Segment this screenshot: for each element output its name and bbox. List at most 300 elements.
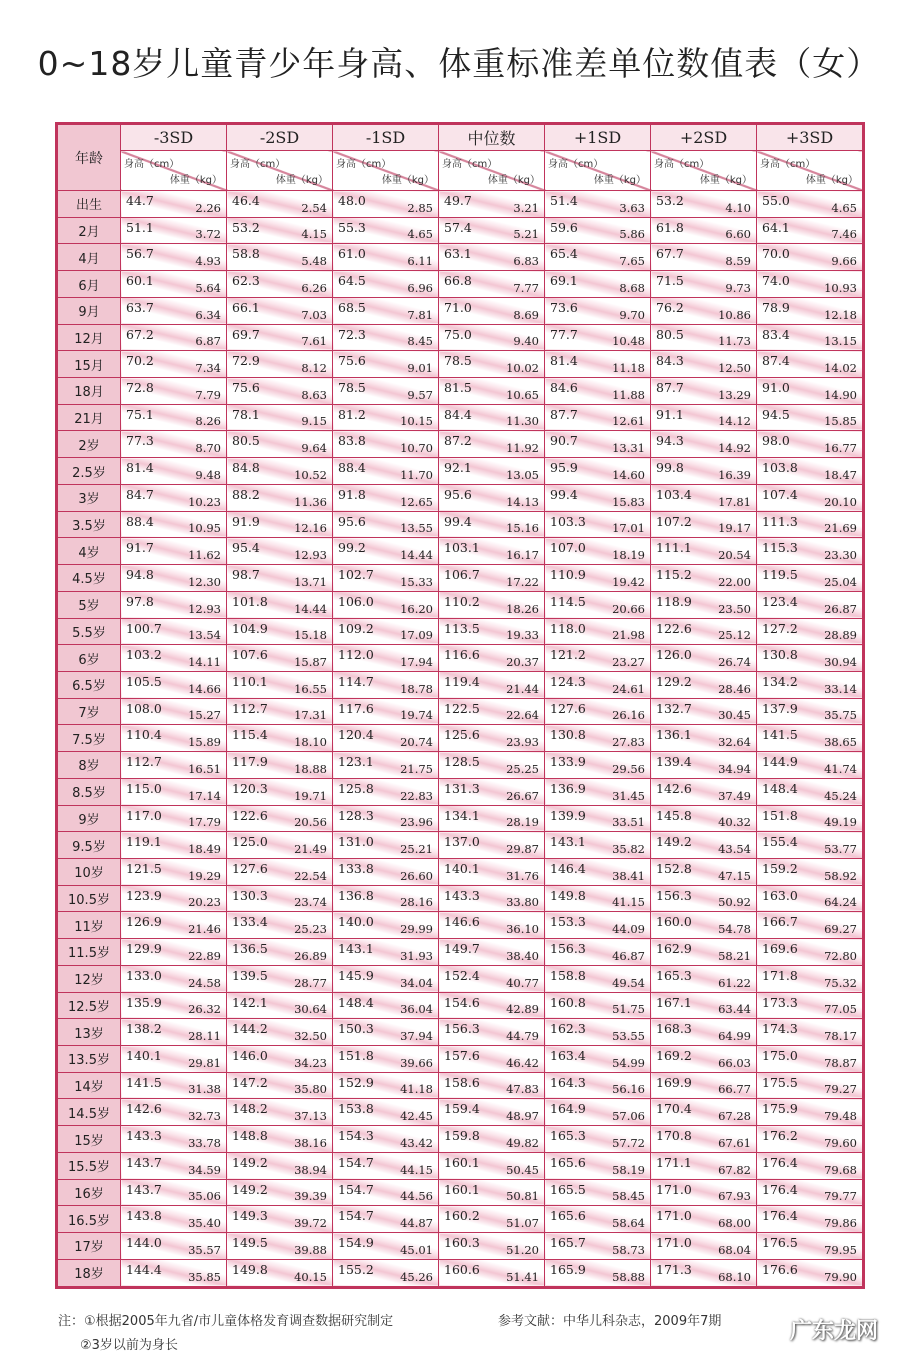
weight-value: 23.27 [612, 654, 645, 669]
weight-value: 33.80 [506, 895, 539, 910]
height-value: 84.4 [444, 406, 472, 422]
value-cell [227, 1233, 333, 1260]
height-value: 140.1 [126, 1048, 162, 1063]
value-cell [121, 297, 227, 324]
height-value: 61.8 [656, 219, 684, 235]
age-cell: 11.5岁 [58, 939, 121, 966]
weight-value: 14.60 [612, 467, 645, 482]
weight-value: 38.40 [506, 948, 539, 963]
value-cell [439, 965, 545, 992]
height-value: 103.3 [550, 513, 586, 529]
height-value: 171.8 [762, 967, 798, 983]
value-cell [333, 752, 439, 779]
weight-unit-label: 体重（kg） [487, 175, 540, 186]
weight-value: 17.81 [718, 494, 751, 509]
weight-value: 25.04 [824, 574, 857, 589]
height-value: 142.6 [126, 1101, 162, 1117]
weight-value: 28.77 [294, 975, 327, 990]
weight-value: 22.00 [718, 574, 751, 589]
height-value: 95.6 [338, 513, 366, 529]
height-value: 118.0 [550, 620, 586, 636]
height-value: 169.9 [656, 1074, 692, 1090]
height-value: 105.5 [126, 673, 162, 689]
value-cell [121, 1179, 227, 1206]
height-value: 128.3 [338, 807, 374, 823]
value-cell [545, 618, 651, 645]
weight-value: 11.92 [506, 441, 539, 456]
value-cell [121, 484, 227, 511]
value-cell [439, 244, 545, 271]
table-row [58, 992, 863, 1019]
value-cell [757, 324, 863, 351]
height-value: 100.7 [126, 620, 162, 636]
height-value: 53.2 [232, 219, 260, 235]
weight-unit-label: 体重（kg） [169, 175, 222, 186]
value-cell [121, 1259, 227, 1286]
height-value: 94.3 [656, 433, 684, 449]
weight-value: 14.13 [506, 494, 539, 509]
value-cell [227, 778, 333, 805]
weight-value: 15.85 [824, 414, 857, 429]
height-value: 163.4 [550, 1048, 586, 1063]
table-row [58, 538, 863, 565]
table-row [58, 965, 863, 992]
value-cell [121, 1019, 227, 1046]
weight-value: 18.19 [612, 548, 645, 563]
weight-value: 13.05 [506, 467, 539, 482]
height-value: 67.2 [126, 326, 154, 342]
height-unit-label: 身高（cm） [230, 159, 286, 170]
value-cell [651, 565, 757, 592]
height-value: 91.9 [232, 513, 260, 529]
table-row [58, 565, 863, 592]
age-cell: 12月 [58, 324, 121, 351]
height-value: 75.0 [444, 326, 472, 342]
height-value: 99.8 [656, 460, 684, 476]
value-cell [651, 858, 757, 885]
value-cell [651, 698, 757, 725]
height-value: 101.8 [232, 593, 268, 609]
height-value: 116.6 [444, 647, 480, 663]
value-cell [757, 431, 863, 458]
value-cell [757, 378, 863, 405]
height-value: 171.0 [656, 1181, 692, 1197]
table-row [58, 1152, 863, 1179]
weight-value: 28.19 [506, 815, 539, 830]
weight-value: 38.65 [824, 735, 857, 750]
value-cell [545, 378, 651, 405]
height-value: 55.0 [762, 193, 790, 208]
height-value: 76.2 [656, 299, 684, 315]
value-cell [121, 858, 227, 885]
weight-value: 17.14 [188, 788, 221, 803]
height-value: 120.3 [232, 780, 268, 796]
value-cell [333, 458, 439, 485]
value-cell [651, 484, 757, 511]
weight-value: 21.44 [506, 681, 539, 696]
height-value: 99.4 [550, 486, 578, 502]
weight-value: 31.45 [612, 788, 645, 803]
weight-value: 58.45 [612, 1189, 645, 1204]
weight-value: 32.73 [188, 1109, 221, 1124]
weight-value: 12.16 [294, 521, 327, 536]
height-value: 133.4 [232, 914, 268, 930]
height-value: 136.5 [232, 941, 268, 957]
age-cell: 8岁 [58, 752, 121, 779]
weight-value: 30.64 [294, 1002, 327, 1017]
table-row [58, 1206, 863, 1233]
height-value: 176.4 [762, 1154, 798, 1170]
weight-value: 9.40 [513, 334, 539, 349]
value-cell [545, 1019, 651, 1046]
height-value: 71.0 [444, 299, 472, 315]
table-row [58, 217, 863, 244]
value-cell [121, 565, 227, 592]
value-cell [121, 645, 227, 672]
table-row [58, 484, 863, 511]
value-cell [333, 939, 439, 966]
value-cell [651, 378, 757, 405]
weight-value: 16.77 [824, 441, 857, 456]
height-value: 81.4 [126, 460, 154, 476]
weight-value: 67.82 [718, 1162, 751, 1177]
weight-value: 23.50 [718, 601, 751, 616]
height-value: 171.0 [656, 1235, 692, 1251]
height-value: 117.0 [126, 807, 162, 823]
height-value: 118.9 [656, 593, 692, 609]
table-row [58, 832, 863, 859]
weight-value: 79.48 [824, 1109, 857, 1124]
weight-value: 17.31 [294, 708, 327, 723]
height-value: 142.6 [656, 780, 692, 796]
height-value: 165.3 [550, 1128, 586, 1144]
weight-value: 34.59 [188, 1162, 221, 1177]
weight-value: 68.00 [718, 1216, 751, 1231]
value-cell [757, 912, 863, 939]
weight-value: 63.44 [718, 1002, 751, 1017]
value-cell [545, 1126, 651, 1153]
age-column-header: 年龄 [58, 125, 121, 191]
value-cell [227, 351, 333, 378]
value-cell [757, 591, 863, 618]
height-value: 122.5 [444, 700, 480, 716]
value-cell [757, 618, 863, 645]
height-value: 122.6 [656, 620, 692, 636]
weight-value: 11.70 [400, 467, 433, 482]
weight-value: 9.48 [195, 467, 221, 482]
value-cell [651, 404, 757, 431]
weight-value: 8.68 [619, 280, 645, 295]
value-cell [227, 244, 333, 271]
height-value: 165.9 [550, 1261, 586, 1277]
weight-value: 37.94 [400, 1029, 433, 1043]
weight-value: 79.95 [824, 1242, 857, 1257]
weight-value: 34.23 [294, 1055, 327, 1070]
height-value: 49.7 [444, 193, 472, 208]
height-value: 159.8 [444, 1128, 480, 1144]
height-value: 97.8 [126, 593, 154, 609]
weight-value: 11.18 [612, 361, 645, 376]
height-value: 107.0 [550, 540, 586, 556]
height-value: 74.0 [762, 273, 790, 289]
height-value: 130.8 [550, 727, 586, 743]
value-cell [757, 1099, 863, 1126]
height-value: 169.2 [656, 1048, 692, 1063]
height-value: 143.8 [126, 1208, 162, 1224]
value-cell [757, 1179, 863, 1206]
unit-header-row [58, 151, 863, 191]
weight-value: 38.94 [294, 1162, 327, 1177]
height-value: 95.4 [232, 540, 260, 556]
weight-value: 41.18 [400, 1082, 433, 1097]
weight-value: 47.83 [506, 1082, 539, 1097]
weight-value: 8.26 [195, 414, 221, 429]
height-unit-label: 身高（cm） [654, 159, 710, 170]
weight-value: 35.40 [188, 1216, 221, 1231]
weight-value: 12.93 [294, 548, 327, 563]
value-cell [439, 725, 545, 752]
table-body [58, 191, 863, 1287]
weight-value: 20.54 [718, 548, 751, 563]
height-value: 154.9 [338, 1235, 374, 1251]
unit-header-cell [439, 151, 545, 191]
weight-value: 10.48 [612, 334, 645, 349]
weight-value: 26.32 [188, 1002, 221, 1017]
value-cell [651, 244, 757, 271]
value-cell [651, 351, 757, 378]
height-value: 98.7 [232, 567, 260, 583]
table-row [58, 885, 863, 912]
weight-value: 15.87 [294, 654, 327, 669]
value-cell [121, 1126, 227, 1153]
age-cell: 6.5岁 [58, 671, 121, 698]
weight-value: 30.94 [824, 654, 857, 669]
value-cell [121, 912, 227, 939]
height-unit-label: 身高（cm） [760, 159, 816, 170]
value-cell [439, 1126, 545, 1153]
weight-value: 7.79 [195, 387, 221, 402]
height-value: 70.2 [126, 353, 154, 369]
weight-value: 35.82 [612, 841, 645, 856]
height-value: 91.1 [656, 406, 684, 422]
weight-value: 16.51 [188, 761, 221, 776]
height-unit-label: 身高（cm） [548, 159, 604, 170]
height-value: 130.8 [762, 647, 798, 663]
weight-value: 5.48 [301, 254, 327, 269]
weight-value: 44.87 [400, 1216, 433, 1231]
height-value: 88.4 [338, 460, 366, 476]
weight-value: 41.15 [612, 895, 645, 910]
height-value: 148.2 [232, 1101, 268, 1117]
unit-header-cell [121, 151, 227, 191]
value-cell [227, 645, 333, 672]
weight-value: 28.16 [400, 895, 433, 910]
weight-value: 13.29 [718, 387, 751, 402]
weight-value: 19.29 [188, 868, 221, 883]
value-cell [333, 671, 439, 698]
value-cell [545, 324, 651, 351]
height-value: 125.6 [444, 727, 480, 743]
value-cell [227, 1152, 333, 1179]
height-value: 133.9 [550, 754, 586, 770]
value-cell [333, 858, 439, 885]
height-value: 121.2 [550, 647, 586, 663]
value-cell [121, 671, 227, 698]
weight-value: 22.54 [294, 868, 327, 883]
value-cell [439, 511, 545, 538]
value-cell [439, 271, 545, 298]
weight-value: 45.01 [400, 1242, 433, 1257]
value-cell [757, 645, 863, 672]
height-value: 160.3 [444, 1235, 480, 1251]
weight-value: 64.99 [718, 1029, 751, 1043]
weight-value: 23.93 [506, 735, 539, 750]
weight-value: 14.02 [824, 361, 857, 376]
height-value: 107.6 [232, 647, 268, 663]
weight-value: 18.47 [824, 467, 857, 482]
weight-value: 15.89 [188, 735, 221, 750]
height-value: 148.4 [762, 780, 798, 796]
height-value: 95.6 [444, 486, 472, 502]
value-cell [651, 271, 757, 298]
table-row [58, 1233, 863, 1260]
age-cell: 3.5岁 [58, 511, 121, 538]
value-cell [227, 752, 333, 779]
height-value: 149.7 [444, 941, 480, 957]
height-value: 77.7 [550, 326, 578, 342]
age-cell: 15.5岁 [58, 1152, 121, 1179]
value-cell [333, 1072, 439, 1099]
value-cell [333, 805, 439, 832]
weight-value: 79.90 [824, 1270, 857, 1284]
value-cell [227, 698, 333, 725]
value-cell [757, 244, 863, 271]
age-cell: 3岁 [58, 484, 121, 511]
height-value: 111.1 [656, 540, 692, 556]
height-value: 130.3 [232, 887, 268, 903]
weight-value: 25.23 [294, 922, 327, 937]
value-cell [439, 1233, 545, 1260]
sd-column-header: +2SD [651, 125, 757, 151]
weight-value: 6.11 [407, 254, 433, 269]
table-row [58, 378, 863, 405]
value-cell [757, 671, 863, 698]
value-cell [439, 458, 545, 485]
height-value: 169.6 [762, 941, 798, 957]
value-cell [757, 1019, 863, 1046]
height-value: 115.2 [656, 567, 692, 583]
value-cell [439, 431, 545, 458]
height-value: 112.7 [126, 754, 162, 770]
height-unit-label: 身高（cm） [336, 159, 392, 170]
value-cell [121, 1099, 227, 1126]
height-unit-label: 身高（cm） [442, 159, 498, 170]
sd-column-header: -1SD [333, 125, 439, 151]
height-value: 139.9 [550, 807, 586, 823]
height-value: 68.5 [338, 299, 366, 315]
weight-value: 7.61 [301, 334, 327, 349]
height-value: 81.4 [550, 353, 578, 369]
value-cell [757, 404, 863, 431]
watermark-logo: 广东龙网 [789, 1319, 878, 1344]
note-reference: 参考文献：中华儿科杂志，2009年7期 [498, 1314, 722, 1329]
weight-value: 4.10 [725, 200, 751, 215]
height-value: 141.5 [126, 1074, 162, 1090]
height-value: 152.8 [656, 860, 692, 876]
table-row [58, 939, 863, 966]
weight-value: 28.11 [188, 1029, 221, 1043]
sd-column-header: -2SD [227, 125, 333, 151]
weight-value: 31.93 [400, 948, 433, 963]
weight-value: 79.77 [824, 1189, 857, 1204]
weight-value: 20.10 [824, 494, 857, 509]
height-value: 154.7 [338, 1181, 374, 1197]
weight-value: 13.15 [824, 334, 857, 349]
value-cell [439, 565, 545, 592]
height-value: 142.1 [232, 994, 268, 1010]
weight-value: 14.11 [188, 654, 221, 669]
value-cell [227, 538, 333, 565]
height-value: 117.9 [232, 754, 268, 770]
height-value: 120.4 [338, 727, 374, 743]
height-value: 110.4 [126, 727, 162, 743]
height-value: 66.8 [444, 273, 472, 289]
value-cell [333, 778, 439, 805]
value-cell [227, 191, 333, 218]
height-value: 72.9 [232, 353, 260, 369]
value-cell [227, 431, 333, 458]
height-value: 159.4 [444, 1101, 480, 1117]
value-cell [545, 832, 651, 859]
weight-value: 10.70 [400, 441, 433, 456]
weight-value: 14.12 [718, 414, 751, 429]
value-cell [121, 378, 227, 405]
height-value: 60.1 [126, 273, 154, 289]
value-cell [439, 1259, 545, 1286]
value-cell [333, 992, 439, 1019]
value-cell [757, 1233, 863, 1260]
weight-value: 7.34 [195, 361, 221, 376]
height-value: 122.6 [232, 807, 268, 823]
age-cell: 2月 [58, 217, 121, 244]
value-cell [757, 778, 863, 805]
weight-value: 15.18 [294, 628, 327, 643]
height-value: 157.6 [444, 1048, 480, 1063]
weight-value: 49.82 [506, 1135, 539, 1150]
weight-value: 14.90 [824, 387, 857, 402]
weight-value: 44.15 [400, 1162, 433, 1177]
weight-value: 14.66 [188, 681, 221, 696]
weight-value: 9.73 [725, 280, 751, 295]
height-value: 84.8 [232, 460, 260, 476]
weight-value: 39.66 [400, 1055, 433, 1070]
weight-value: 20.74 [400, 735, 433, 750]
height-value: 115.3 [762, 540, 798, 556]
value-cell [439, 1019, 545, 1046]
weight-value: 78.87 [824, 1055, 857, 1070]
height-value: 87.2 [444, 433, 472, 449]
height-value: 63.1 [444, 246, 472, 262]
height-value: 146.6 [444, 914, 480, 930]
height-value: 150.3 [338, 1021, 374, 1037]
height-value: 144.9 [762, 754, 798, 770]
height-value: 151.8 [338, 1048, 374, 1063]
weight-value: 46.42 [506, 1055, 539, 1070]
height-value: 59.6 [550, 219, 578, 235]
age-cell: 16岁 [58, 1179, 121, 1206]
value-cell [439, 698, 545, 725]
weight-value: 35.85 [188, 1270, 221, 1284]
